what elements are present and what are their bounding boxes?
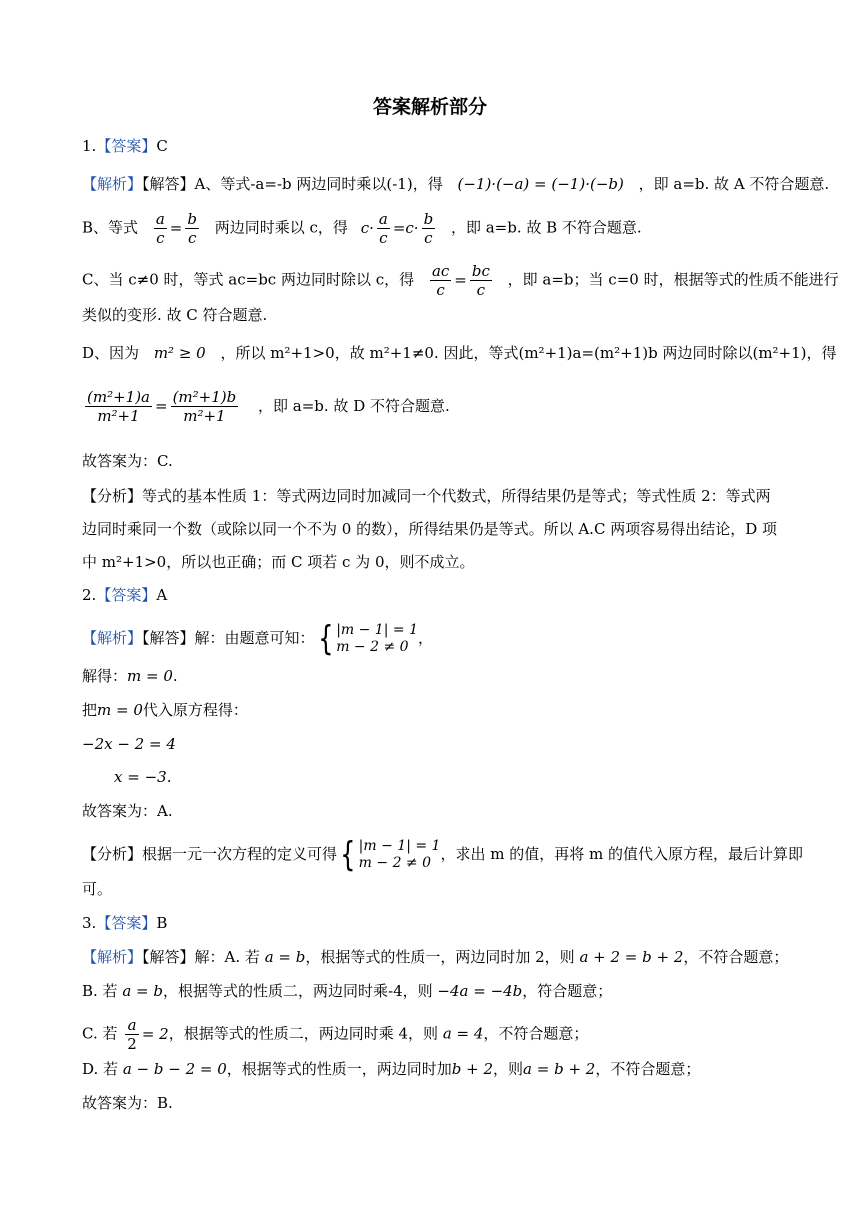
q2-solve-label: 解得：: [82, 667, 128, 685]
q1-d-text1: D、因为: [82, 344, 140, 362]
q3-answer-tag: 【答案】: [96, 914, 157, 932]
q2-fenxi-3: 可。: [82, 880, 113, 898]
q2-fenxi-tag: 【分析】: [82, 845, 143, 863]
q1-fenxi-3: 中 m²+1>0，所以也正确；而 C 项若 c 为 0，则不成立。: [82, 553, 475, 571]
q1-conclusion: 故答案为：C.: [82, 452, 173, 470]
q1-answer: C: [156, 137, 168, 155]
q2-number: 2.: [82, 586, 97, 604]
q1-c-continued: 类似的变形. 故 C 符合题意.: [82, 306, 268, 324]
q1-c-expr: $\frac{ac}{c}$ = $\frac{bc}{c}$: [431, 262, 490, 299]
page-title: 答案解析部分: [372, 96, 487, 118]
q3-option-b: [82, 981, 612, 1001]
q2-answer: A: [156, 586, 168, 604]
q3-a1: 解：A. 若: [194, 948, 260, 966]
q1-d-expr: m² ≥ 0: [153, 344, 206, 362]
q3-d4: ，不符合题意；: [595, 1060, 701, 1078]
q1-b-text3: ，即 a=b. 故 B 不符合题意.: [450, 218, 642, 237]
q3-option-a: [82, 947, 788, 967]
q1-d-text3: ，即 a=b. 故 D 不符合题意.: [258, 396, 450, 415]
q2-equation-system: { |m − 1| = 1 m − 2 ≠ 0: [317, 619, 418, 659]
q3-conclusion: 故答案为：B.: [82, 1094, 173, 1112]
q3-d-add: b + 2: [451, 1060, 494, 1078]
q2-text1: 解：由题意可知：: [194, 629, 315, 647]
q2-fenxi-system: { |m − 1| = 1 m − 2 ≠ 0: [340, 835, 441, 875]
q1-c-text1: C、当 c≠0 时，等式 ac=bc 两边同时除以 c，得: [82, 270, 415, 289]
q1-option-b: [82, 210, 642, 247]
q2-jieda-tag: 【解答】: [142, 629, 195, 647]
q1-fenxi-tag: 【分析】: [82, 487, 143, 505]
q3-c1: C. 若: [82, 1024, 118, 1043]
q2-conclusion: 故答案为：A.: [82, 802, 173, 820]
q3-b-res: −4a = −4b: [437, 982, 523, 1000]
q1-answer-tag: 【答案】: [96, 137, 157, 155]
q3-a-cond: a = b: [264, 948, 306, 966]
q1-jiexi-tag: 【解析】: [82, 175, 143, 193]
q1-fenxi-1: [82, 486, 771, 506]
q3-a-res: a + 2 = b + 2: [579, 948, 684, 966]
q1-option-a: [82, 174, 829, 194]
q1-b-frac-eq: $\frac{a}{c}$ = $\frac{b}{c}$: [155, 210, 197, 247]
q3-b1: B. 若: [82, 982, 118, 1000]
q1-a-expr: (−1)·(−a) = (−1)·(−b): [457, 175, 624, 193]
q3-a3: ，不符合题意；: [683, 948, 789, 966]
q3-number: 3.: [82, 914, 97, 932]
q3-c2: ，根据等式的性质二，两边同时乘 4，则: [168, 1024, 439, 1043]
q2-solve-line: 解得：m = 0.: [82, 667, 178, 685]
q3-option-d: [82, 1059, 700, 1079]
q2-jieda-line: 【解析】【解答】解：由题意可知：{ |m − 1| = 1 m − 2 ≠ 0 ，: [82, 619, 433, 659]
q3-a2: ，根据等式的性质一，两边同时加 2，则: [305, 948, 575, 966]
q2-answer-line: [82, 585, 167, 605]
q3-d1: D. 若: [82, 1060, 119, 1078]
q3-d-res: a = b + 2: [523, 1060, 596, 1078]
q3-answer: B: [156, 914, 168, 932]
q3-answer-line: [82, 913, 167, 933]
q3-c3: ，不符合题意；: [483, 1024, 589, 1043]
q3-d3: ，则: [493, 1060, 524, 1078]
q3-jiexi-tag: 【解析】: [82, 948, 143, 966]
q1-b-text1: B、等式: [82, 218, 139, 237]
q3-b3: ，符合题意；: [522, 982, 613, 1000]
q2-equation-2: x = −3.: [114, 768, 172, 786]
q1-d-result: [82, 388, 450, 425]
q2-answer-tag: 【答案】: [96, 586, 157, 604]
q1-option-d: [82, 343, 837, 363]
q1-answer-line: [82, 136, 168, 156]
q2-m-value: m = 0: [127, 667, 173, 685]
q2-equation-1: −2x − 2 = 4: [82, 735, 176, 753]
q3-b-cond: a = b: [122, 982, 163, 1000]
q2-fenxi-1: [82, 835, 803, 875]
q1-fenxi-text1: 等式的基本性质 1：等式两边同时加减同一个代数式，所得结果仍是等式；等式性质 2：等式两: [142, 487, 771, 505]
q1-b-expr: c· $\frac{a}{c}$ =c· $\frac{b}{c}$: [360, 210, 434, 247]
q1-d-text2: ，所以 m²+1>0，故 m²+1≠0. 因此，等式(m²+1)a=(m²+1)b 两边同时除以(m²+1)，得: [220, 344, 837, 362]
q3-d2: ，根据等式的性质一，两边同时加: [226, 1060, 452, 1078]
q3-jieda-tag: 【解答】: [142, 948, 195, 966]
q2-m-sub: m = 0: [97, 701, 143, 719]
q3-d-cond: a − b − 2 = 0: [122, 1060, 227, 1078]
q2-sub1: 把: [82, 701, 98, 719]
q1-a-text1: A、等式-a=-b 两边同时乘以(-1)，得: [194, 175, 443, 193]
q2-substitute-line: [82, 700, 248, 720]
q1-d-fraction: $\frac{\text{(m²+1)a}}{\text{m²+1}}$ = $\frac{\text{(m²+1)b}}{\text{m²+1}}$: [87, 388, 237, 425]
q1-a-text2: ，即 a=b. 故 A 不符合题意.: [638, 175, 830, 193]
q1-fenxi-2: 边同时乘同一个数（或除以同一个不为 0 的数），所得结果仍是等式。所以 A.C 两项容易得出结论，D 项: [82, 520, 777, 538]
q2-jiexi-tag: 【解析】: [82, 629, 143, 647]
q1-jieda-tag: 【解答】: [142, 175, 195, 193]
q3-b2: ，根据等式的性质二，两边同时乘-4，则: [163, 982, 433, 1000]
q3-option-c: [82, 1016, 588, 1053]
q2-fenxi-text2: ，求出 m 的值，再将 m 的值代入原方程，最后计算即: [440, 845, 803, 863]
q2-sub2: 代入原方程得：: [142, 701, 248, 719]
q1-number: 1.: [82, 137, 97, 155]
q1-b-text2: 两边同时乘以 c，得: [214, 218, 348, 237]
q1-c-text2: ，即 a=b；当 c=0 时，根据等式的性质不能进行: [507, 270, 839, 289]
q3-c-frac: $\frac{a}{2}$ = 2: [127, 1016, 169, 1053]
q3-c-res: a = 4: [442, 1024, 484, 1043]
q2-fenxi-text1: 根据一元一次方程的定义可得: [142, 845, 338, 863]
q1-option-c: [82, 262, 839, 299]
